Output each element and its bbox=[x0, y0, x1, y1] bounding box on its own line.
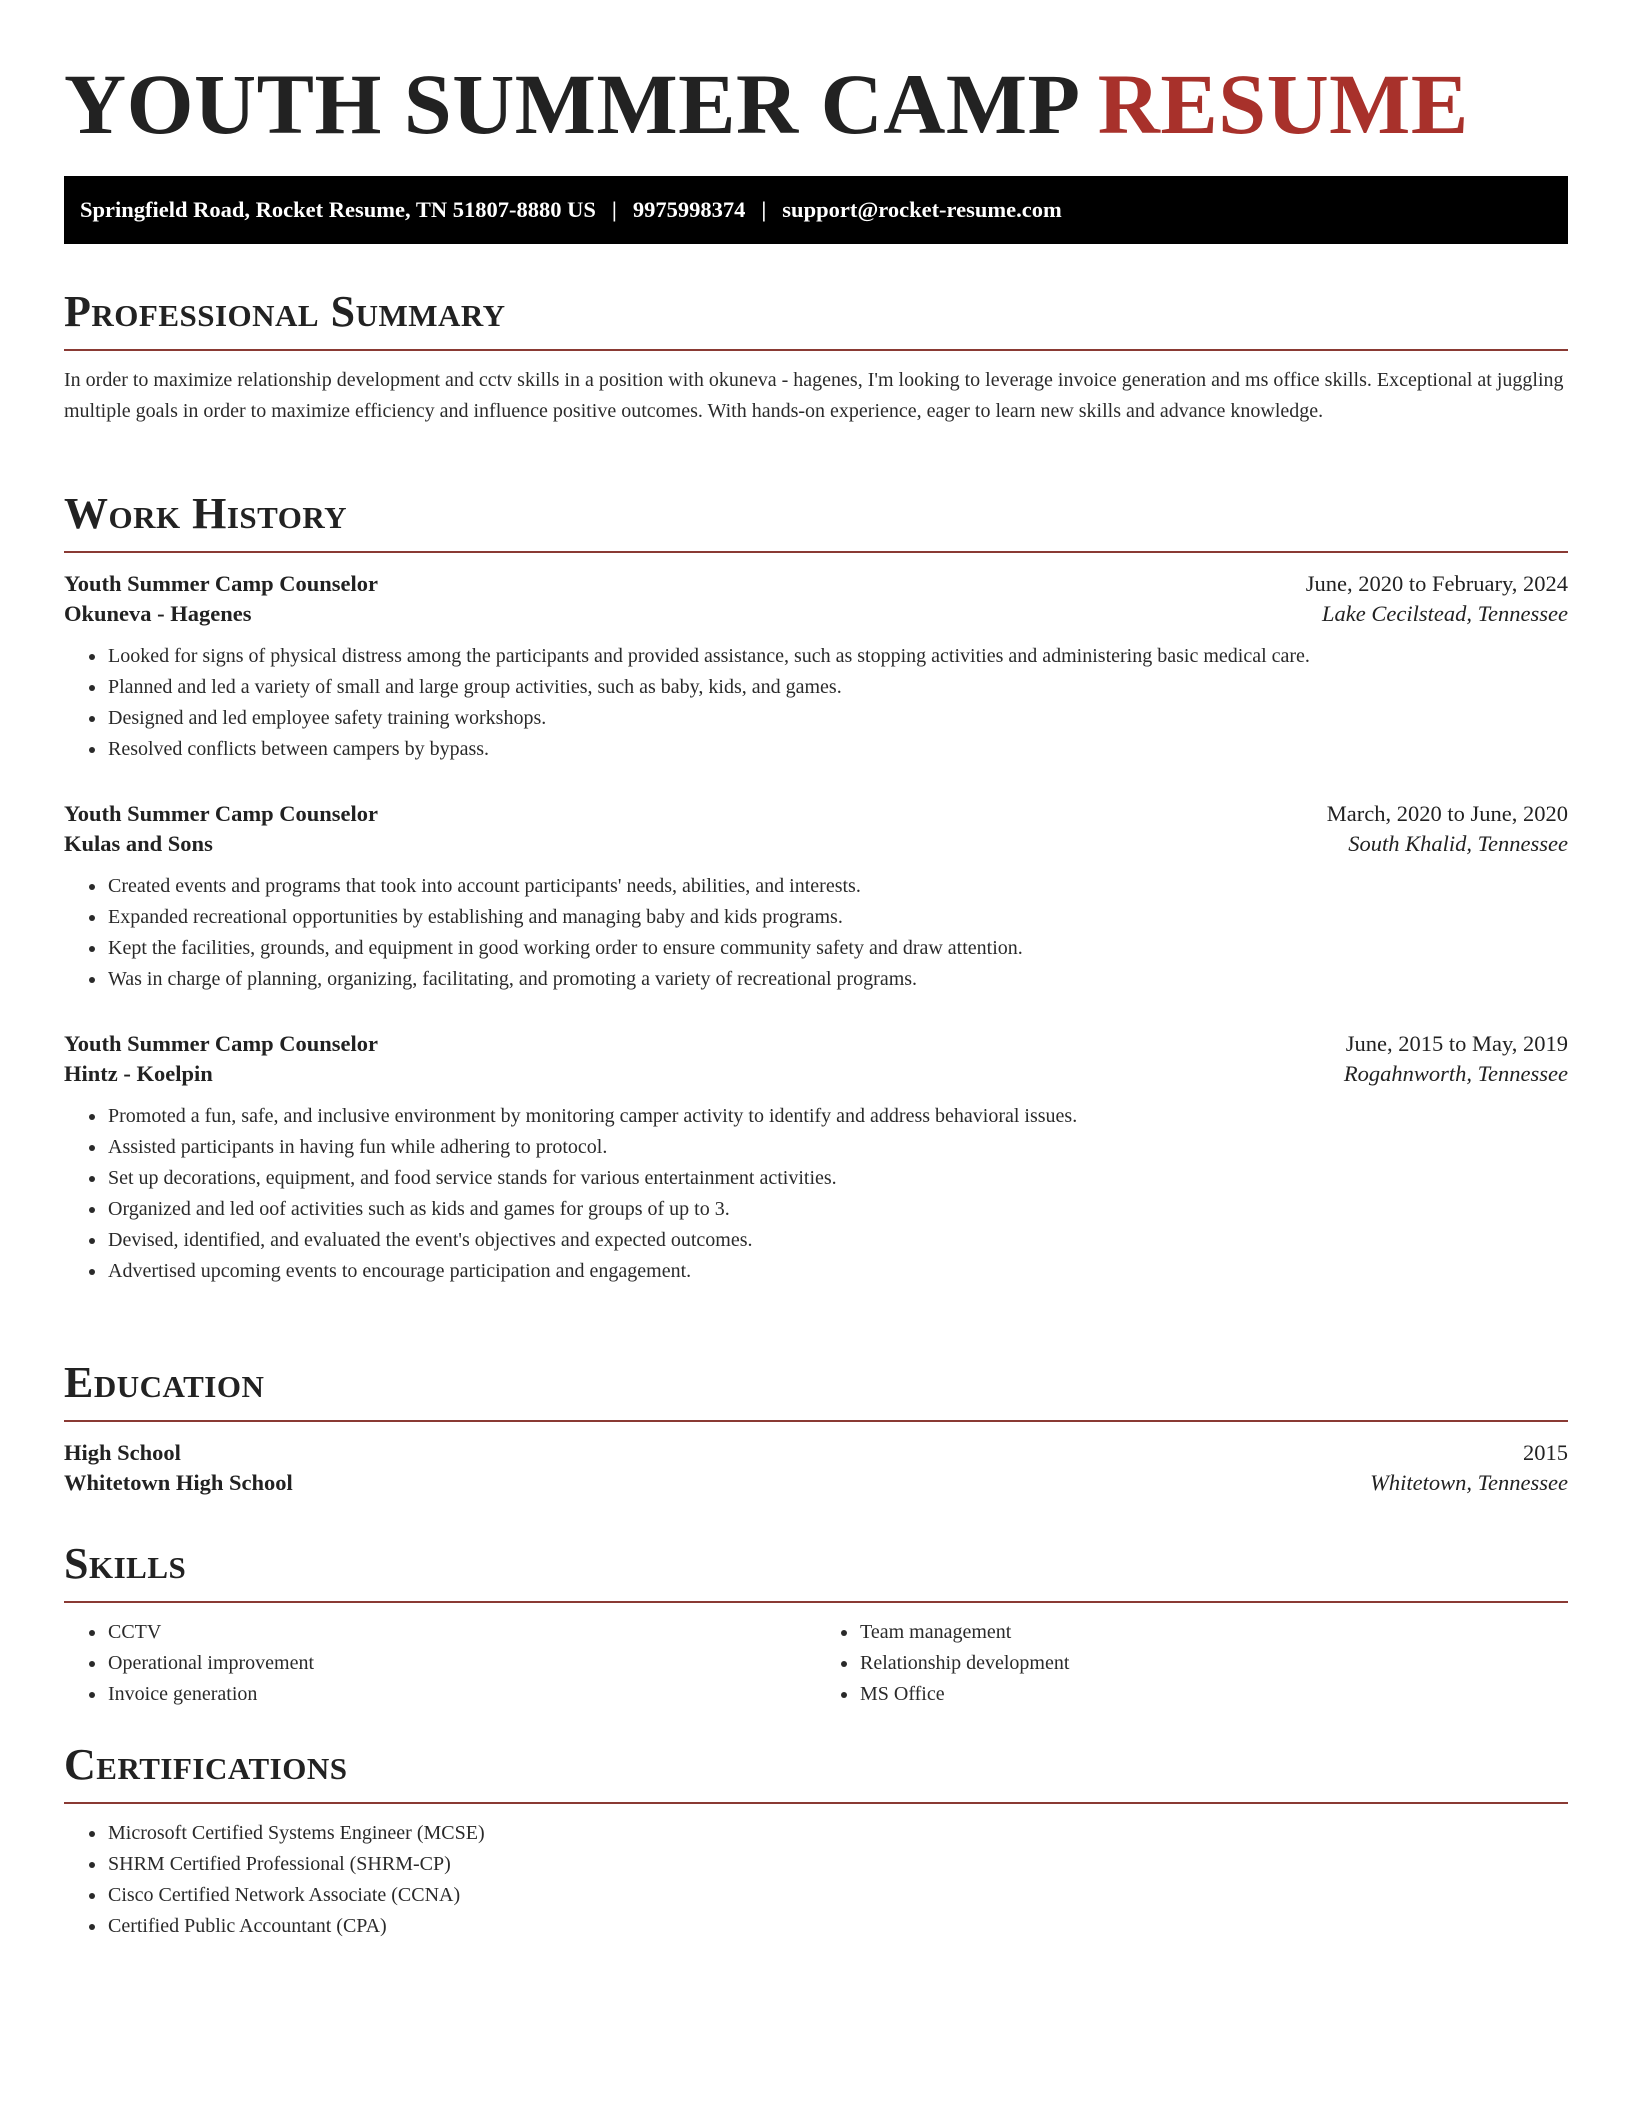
job-location: South Khalid, Tennessee bbox=[1348, 831, 1568, 856]
education-year: 2015 bbox=[1523, 1440, 1568, 1465]
job-bullet: • Looked for signs of physical distress among the participants and provided assistance, such as stopping activities and administering basic medical care. bbox=[107, 641, 1568, 672]
resume-title bbox=[64, 0, 1568, 154]
job-company: Hintz - Koelpin bbox=[64, 1061, 213, 1086]
job-location: Lake Cecilstead, Tennessee bbox=[1322, 601, 1568, 626]
work-history-section bbox=[64, 488, 1568, 1287]
skills-column-left bbox=[64, 1617, 816, 1710]
certification-item: • Cisco Certified Network Associate (CCNA) bbox=[107, 1880, 1568, 1911]
contact-address: Springfield Road, Rocket Resume, TN 51807-8880 US bbox=[80, 197, 596, 222]
section-heading-skills: Skills bbox=[64, 1539, 187, 1588]
job-entry bbox=[64, 1031, 1568, 1287]
job-dates: June, 2020 to February, 2024 bbox=[1305, 571, 1568, 596]
skill-item: • MS Office bbox=[859, 1679, 1568, 1710]
job-company: Okuneva - Hagenes bbox=[64, 601, 252, 626]
job-bullet: • Was in charge of planning, organizing, facilitating, and promoting a variety of recreational programs. bbox=[107, 964, 1568, 995]
job-title: Youth Summer Camp Counselor bbox=[64, 571, 378, 596]
skill-item: • Operational improvement bbox=[107, 1648, 816, 1679]
section-divider bbox=[64, 1802, 1568, 1804]
skill-item: • Relationship development bbox=[859, 1648, 1568, 1679]
job-bullet: • Devised, identified, and evaluated the event's objectives and expected outcomes. bbox=[107, 1225, 1568, 1256]
job-bullet-list bbox=[64, 871, 1568, 995]
certifications-section bbox=[64, 1739, 1568, 1942]
job-bullet: • Designed and led employee safety training workshops. bbox=[107, 703, 1568, 734]
section-heading-work-history: Work History bbox=[64, 489, 348, 538]
certifications-list bbox=[64, 1818, 1568, 1942]
contact-email[interactable]: support@rocket-resume.com bbox=[782, 197, 1062, 222]
job-bullet: • Advertised upcoming events to encourage participation and engagement. bbox=[107, 1256, 1568, 1287]
job-bullet: • Created events and programs that took into account participants' needs, abilities, and interests. bbox=[107, 871, 1568, 902]
contact-bar bbox=[64, 176, 1568, 244]
job-bullet: • Resolved conflicts between campers by bypass. bbox=[107, 734, 1568, 765]
contact-separator: | bbox=[761, 197, 767, 222]
job-location: Rogahnworth, Tennessee bbox=[1343, 1061, 1568, 1086]
education-entry bbox=[64, 1440, 1568, 1496]
job-bullet: • Set up decorations, equipment, and food service stands for various entertainment activities. bbox=[107, 1163, 1568, 1194]
section-heading-summary: Professional Summary bbox=[64, 287, 506, 336]
skill-item: • Invoice generation bbox=[107, 1679, 816, 1710]
section-heading-education: Education bbox=[64, 1358, 265, 1407]
skill-item: • CCTV bbox=[107, 1617, 816, 1648]
education-location: Whitetown, Tennessee bbox=[1370, 1470, 1568, 1495]
skills-list bbox=[64, 1617, 816, 1710]
job-entry bbox=[64, 801, 1568, 995]
job-bullet: • Kept the facilities, grounds, and equipment in good working order to ensure community safety and draw attention. bbox=[107, 933, 1568, 964]
job-bullet: • Assisted participants in having fun while adhering to protocol. bbox=[107, 1132, 1568, 1163]
job-title: Youth Summer Camp Counselor bbox=[64, 801, 378, 826]
job-dates: March, 2020 to June, 2020 bbox=[1326, 801, 1568, 826]
summary-text: In order to maximize relationship development and cctv skills in a position with okuneva - hagenes, I'm looking to leverage invoice generation and ms office skills. Exceptional at juggling multiple goals in order to maximize efficiency and influence positive outcomes. With hands-on experience, eager to learn new skills and advance knowledge. bbox=[64, 369, 1564, 422]
job-bullet-list bbox=[64, 1101, 1568, 1287]
section-divider bbox=[64, 551, 1568, 553]
job-bullet: • Planned and led a variety of small and large group activities, such as baby, kids, and games. bbox=[107, 672, 1568, 703]
section-heading-certifications: Certifications bbox=[64, 1740, 348, 1789]
education-school: Whitetown High School bbox=[64, 1470, 293, 1495]
certification-item: • Microsoft Certified Systems Engineer (MCSE) bbox=[107, 1818, 1568, 1849]
certification-item: • SHRM Certified Professional (SHRM-CP) bbox=[107, 1849, 1568, 1880]
skills-section bbox=[64, 1538, 1568, 1710]
job-bullet: • Expanded recreational opportunities by establishing and managing baby and kids programs. bbox=[107, 902, 1568, 933]
job-dates: June, 2015 to May, 2019 bbox=[1345, 1031, 1568, 1056]
skills-column-right bbox=[816, 1617, 1568, 1710]
section-divider bbox=[64, 349, 1568, 351]
skills-grid bbox=[64, 1617, 1568, 1710]
job-bullet: • Promoted a fun, safe, and inclusive environment by monitoring camper activity to identify and address behavioral issues. bbox=[107, 1101, 1568, 1132]
job-entry bbox=[64, 571, 1568, 765]
summary-section bbox=[64, 286, 1568, 427]
section-divider bbox=[64, 1420, 1568, 1422]
job-bullet-list bbox=[64, 641, 1568, 765]
education-degree: High School bbox=[64, 1440, 181, 1465]
contact-phone: 9975998374 bbox=[632, 197, 746, 222]
skill-item: • Team management bbox=[859, 1617, 1568, 1648]
certification-item: • Certified Public Accountant (CPA) bbox=[107, 1911, 1568, 1942]
section-divider bbox=[64, 1601, 1568, 1603]
job-company: Kulas and Sons bbox=[64, 831, 213, 856]
contact-separator: | bbox=[611, 197, 617, 222]
education-section bbox=[64, 1357, 1568, 1496]
title-main: YOUTH SUMMER CAMP bbox=[64, 56, 1076, 152]
title-accent: RESUME bbox=[1097, 56, 1469, 152]
job-bullet: • Organized and led oof activities such as kids and games for groups of up to 3. bbox=[107, 1194, 1568, 1225]
job-title: Youth Summer Camp Counselor bbox=[64, 1031, 378, 1056]
skills-list bbox=[816, 1617, 1568, 1710]
